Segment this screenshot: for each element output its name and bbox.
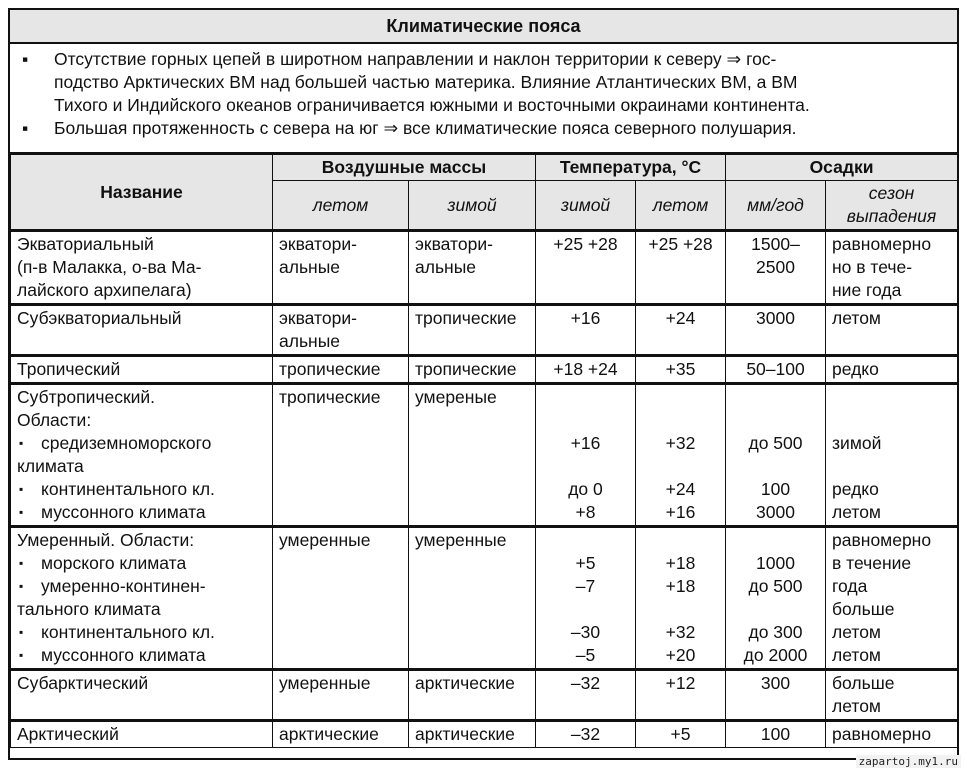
cell-line: 3000: [756, 502, 795, 522]
cell-t-summer: +12: [636, 670, 726, 721]
cell-line: морского климата: [41, 553, 187, 573]
cell-p-season: [826, 231, 958, 305]
cell-am-winter: [409, 231, 536, 305]
cell-line: +20: [665, 645, 696, 665]
cell-p-season: летом: [826, 305, 958, 356]
cell-am-summer: тропические: [273, 356, 409, 384]
cell-t-summer: [636, 384, 726, 527]
cell-t-summer: +5: [636, 721, 726, 748]
cell-line: +16: [570, 433, 601, 453]
table-row-arctic: [11, 721, 958, 748]
cell-line: тального климата: [17, 599, 161, 619]
cell-t-summer: +24: [636, 305, 726, 356]
cell-line: экватори-: [279, 234, 357, 254]
table-row-subtropical: [11, 384, 958, 527]
cell-line: но в тече-: [832, 257, 913, 277]
cell-line: летом: [832, 645, 881, 665]
intro-note-2-line-1: Большая протяженность с севера на юг ⇒ все климатические пояса северного полушария.: [54, 118, 797, 138]
cell-p-season: равномерно: [826, 721, 958, 748]
bullet-icon: ▪: [19, 579, 24, 593]
cell-line: 100: [760, 479, 791, 499]
header-precipitation: Осадки: [726, 155, 958, 181]
cell-am-summer: арктические: [273, 721, 409, 748]
header-air-masses: Воздушные массы: [273, 155, 536, 181]
cell-am-summer: [273, 231, 409, 305]
cell-line: 1000: [756, 553, 795, 573]
header-am-winter: зимой: [409, 181, 536, 231]
bullet-icon: ▪: [22, 118, 29, 138]
cell-line: лайского архипелага): [17, 280, 192, 300]
list-item: [17, 644, 266, 667]
cell-line: летом: [832, 622, 881, 642]
cell-am-winter: арктические: [409, 670, 536, 721]
cell-p-amount: 300: [726, 670, 826, 721]
cell-name: [11, 231, 273, 305]
cell-line: до 500: [748, 576, 803, 596]
table-row-subequatorial: [11, 305, 958, 356]
cell-line: летом: [832, 502, 881, 522]
header-p-season-line-1: сезон: [868, 183, 915, 203]
cell-am-summer: умеренные: [273, 527, 409, 670]
cell-line: +5: [575, 553, 596, 573]
cell-line: Субтропический.: [17, 387, 156, 407]
header-t-summer: летом: [636, 181, 726, 231]
table-row-tropical: [11, 356, 958, 384]
cell-line: альные: [279, 331, 341, 351]
cell-name: [11, 384, 273, 527]
cell-line: до 500: [748, 433, 803, 453]
cell-am-summer: умеренные: [273, 670, 409, 721]
cell-line: в течение: [832, 553, 912, 573]
cell-name: Арктический: [11, 721, 273, 748]
cell-line: Умеренный. Области:: [17, 530, 195, 550]
cell-line: –5: [575, 645, 596, 665]
header-p-season-line-2: выпадения: [846, 206, 937, 226]
bullet-icon: ▪: [19, 436, 24, 450]
cell-line: Экваториальный: [17, 234, 154, 254]
header-temperature: Температура, °С: [536, 155, 726, 181]
climate-table: [10, 154, 958, 748]
cell-line: экватори-: [279, 308, 357, 328]
cell-p-amount: [726, 231, 826, 305]
cell-am-winter: арктические: [409, 721, 536, 748]
cell-name: Субарктический: [11, 670, 273, 721]
climate-zones-document: [8, 8, 959, 760]
cell-t-winter: [536, 527, 636, 670]
cell-t-winter: +25 +28: [536, 231, 636, 305]
cell-line: +18: [665, 576, 696, 596]
cell-line: 2500: [756, 257, 795, 277]
header-t-winter: зимой: [536, 181, 636, 231]
header-p-amount: мм/год: [726, 181, 826, 231]
bullet-icon: ▪: [19, 625, 24, 639]
cell-p-amount: [726, 384, 826, 527]
bullet-icon: ▪: [19, 648, 24, 662]
intro-note-1-line-3: Тихого и Индийского океанов ограничивается южными и восточными окраинами континента.: [54, 95, 810, 115]
list-item: [17, 575, 266, 598]
header-am-summer: летом: [273, 181, 409, 231]
cell-t-summer: +25 +28: [636, 231, 726, 305]
cell-line: муссонного климата: [41, 502, 206, 522]
cell-line: редко: [832, 479, 879, 499]
cell-p-season: [826, 384, 958, 527]
cell-line: летом: [832, 696, 881, 716]
bullet-icon: ▪: [19, 556, 24, 570]
cell-name: [11, 527, 273, 670]
cell-am-winter: тропические: [409, 305, 536, 356]
cell-line: года: [832, 576, 868, 596]
bullet-icon: ▪: [19, 505, 24, 519]
cell-line: до 2000: [743, 645, 808, 665]
header-row-1: [11, 155, 958, 181]
cell-t-winter: +18 +24: [536, 356, 636, 384]
cell-line: муссонного климата: [41, 645, 206, 665]
intro-note-1-line-1: Отсутствие горных цепей в широтном направлении и наклон территории к северу ⇒ гос-: [54, 49, 777, 69]
cell-p-amount: 3000: [726, 305, 826, 356]
cell-line: –7: [575, 576, 596, 596]
cell-am-winter: умеренные: [409, 527, 536, 670]
watermark: zapartoj.my1.ru: [856, 755, 961, 768]
cell-name: Субэкваториальный: [11, 305, 273, 356]
cell-line: Области:: [17, 410, 92, 430]
cell-t-summer: [636, 527, 726, 670]
cell-p-season: [826, 670, 958, 721]
cell-t-winter: –32: [536, 721, 636, 748]
cell-line: +32: [665, 433, 696, 453]
cell-t-winter: +16: [536, 305, 636, 356]
document-title: Климатические пояса: [10, 10, 957, 44]
cell-line: +8: [575, 502, 596, 522]
cell-am-winter: умереные: [409, 384, 536, 527]
intro-notes: [10, 44, 957, 154]
bullet-icon: ▪: [19, 482, 24, 496]
cell-p-amount: 100: [726, 721, 826, 748]
cell-line: климата: [17, 456, 84, 476]
list-item: [17, 432, 266, 455]
cell-t-winter: –32: [536, 670, 636, 721]
cell-line: до 300: [748, 622, 803, 642]
cell-line: равномерно: [832, 530, 932, 550]
intro-note-1: [18, 48, 949, 117]
cell-line: континентального кл.: [41, 479, 215, 499]
cell-line: до 0: [568, 479, 603, 499]
cell-line: альные: [279, 257, 341, 277]
cell-line: больше: [832, 599, 895, 619]
cell-line: континентального кл.: [41, 622, 215, 642]
cell-line: ние года: [832, 280, 902, 300]
cell-line: +18: [665, 553, 696, 573]
cell-line: +16: [665, 502, 696, 522]
cell-line: 1500–: [751, 234, 800, 254]
list-item: [17, 501, 266, 524]
cell-line: равномерно: [832, 234, 932, 254]
cell-line: средиземноморского: [41, 433, 212, 453]
cell-p-amount: 50–100: [726, 356, 826, 384]
cell-line: +32: [665, 622, 696, 642]
cell-line: умеренно-континен-: [41, 576, 206, 596]
bullet-icon: ▪: [22, 49, 29, 69]
intro-note-1-line-2: подство Арктических ВМ над большей частью материка. Влияние Атлантических ВМ, а ВМ: [54, 72, 798, 92]
cell-p-season: редко: [826, 356, 958, 384]
cell-line: +24: [665, 479, 696, 499]
table-row-subarctic: [11, 670, 958, 721]
cell-line: экватори-: [415, 234, 493, 254]
cell-p-amount: [726, 527, 826, 670]
table-row-temperate: [11, 527, 958, 670]
cell-p-season: [826, 527, 958, 670]
cell-am-summer: тропические: [273, 384, 409, 527]
cell-line: –30: [570, 622, 601, 642]
header-p-season: [826, 181, 958, 231]
cell-name: Тропический: [11, 356, 273, 384]
list-item: [17, 552, 266, 575]
cell-t-summer: +35: [636, 356, 726, 384]
header-name: Название: [11, 155, 273, 231]
list-item: [17, 621, 266, 644]
intro-note-2: [18, 117, 949, 140]
cell-t-winter: [536, 384, 636, 527]
cell-line: (п-в Малакка, о-ва Ма-: [17, 257, 202, 277]
cell-am-winter: тропические: [409, 356, 536, 384]
cell-line: больше: [832, 673, 895, 693]
list-item: [17, 478, 266, 501]
cell-line: альные: [415, 257, 477, 277]
cell-am-summer: [273, 305, 409, 356]
cell-line: зимой: [832, 433, 882, 453]
table-row-equatorial: [11, 231, 958, 305]
